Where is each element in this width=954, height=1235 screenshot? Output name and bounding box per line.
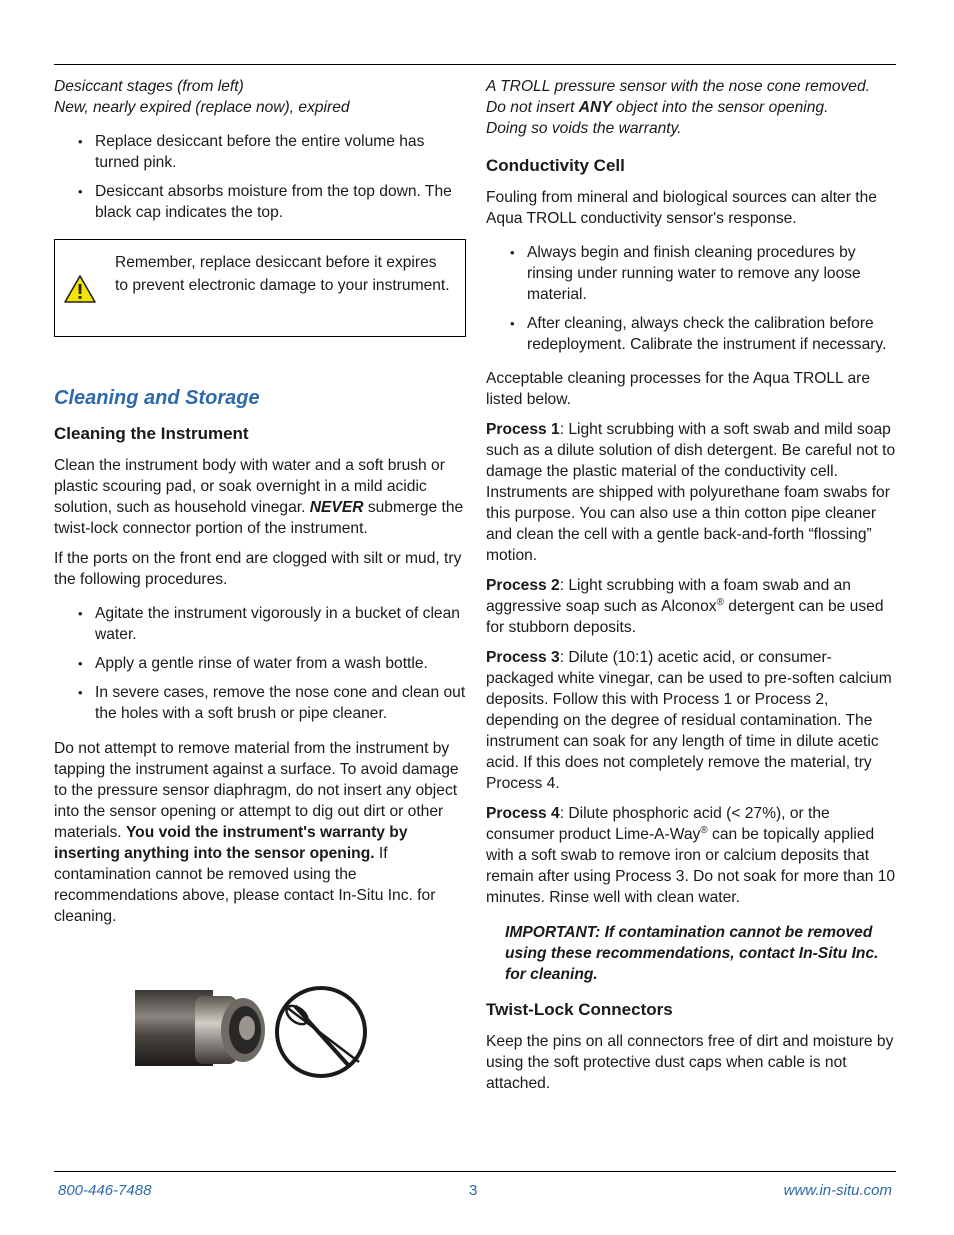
process-3: Process 3: Dilute (10:1) acetic acid, or consumer-packaged white vinegar, can be used to pre-soften calcium deposits. Follow this with Process 1 or Process 2, depending on the degree of residual contamination. The instrument can soak for any length of time in dilute acetic acid. If this does not completely remove the material, try Process 4. xyxy=(486,649,892,792)
list-item: • In severe cases, remove the nose cone and clean out the holes with a soft brush or pipe cleaner. xyxy=(54,682,466,724)
desiccant-bullet-list xyxy=(54,131,466,223)
no-object-symbol xyxy=(277,988,365,1076)
list-item: • Desiccant absorbs moisture from the top down. The black cap indicates the top. xyxy=(54,181,466,223)
subsection-title: Cleaning the Instrument xyxy=(54,424,249,443)
twist-lock-paragraph: Keep the pins on all connectors free of dirt and moisture by using the soft protective dust caps when cable is not attached. xyxy=(486,1033,894,1092)
warranty-warning: You void the instrument's warranty by inserting anything into the sensor opening. xyxy=(54,824,408,862)
list-item: • Apply a gentle rinse of water from a wash bottle. xyxy=(54,653,466,674)
conductivity-heading: Conductivity Cell xyxy=(486,156,625,175)
process-1: Process 1: Light scrubbing with a soft swab and mild soap such as a dilute solution of dish detergent. Be careful not to damage the plastic material of the conductivity cell. Instruments are shipped with polyurethane foam swabs for this purpose. You can also use a thin cotton pipe cleaner and clean the cell with a gentle back-and-forth “flossing” motion. xyxy=(486,421,896,564)
cleaning-paragraph-2: If the ports on the front end are clogged with silt or mud, try the following procedures. xyxy=(54,550,462,588)
footer-phone: 800-446-7488 xyxy=(58,1182,152,1199)
list-item: • After cleaning, always check the calibration before redeployment. Calibrate the instrument if necessary. xyxy=(486,313,896,355)
fouling-paragraph: Fouling from mineral and biological sources can alter the Aqua TROLL conductivity sensor's response. xyxy=(486,189,877,227)
cleaning-paragraph-3: Do not attempt to remove material from the instrument by tapping the instrument against a surface. To avoid damage to the pressure sensor diaphragm, do not insert any object into the sensor opening or attempt to dig out dirt or other materials. You void the instrument's warranty by inserting anything into the sensor opening. If contamination cannot be removed using the recommendations above, please contact In-Situ Inc. for cleaning. xyxy=(54,740,459,925)
list-item: • Replace desiccant before the entire volume has turned pink. xyxy=(54,131,466,173)
process-4: Process 4: Dilute phosphoric acid (< 27%), or the consumer product Lime-A-Way® can be topically applied with a soft swab to remove iron or calcium deposits that remain after using Process 3. Do not soak for more than 10 minutes. Rinse well with clean water. xyxy=(486,805,896,906)
cleaning-paragraph-1: Clean the instrument body with water and a soft brush or plastic scouring pad, or soak overnight in a mild acidic solution, such as household vinegar. NEVER submerge the twist-lock connector portion of the instrument. xyxy=(54,457,464,537)
prohibition-slash xyxy=(295,1006,349,1066)
section-title: Cleaning and Storage xyxy=(54,387,260,409)
footer-rule xyxy=(54,1171,896,1172)
twist-lock-heading: Twist-Lock Connectors xyxy=(486,1000,673,1019)
never-emphasis: NEVER xyxy=(309,499,364,516)
warning-note-box xyxy=(54,239,466,337)
sensor-photo xyxy=(135,978,383,1096)
cleaning-bullet-list xyxy=(54,603,466,724)
warning-note-text: Remember, replace desiccant before it expires to prevent electronic damage to your instrument. xyxy=(115,254,450,294)
conductivity-bullet-list xyxy=(486,242,896,355)
desiccant-caption-line-1: Desiccant stages (from left) xyxy=(54,78,244,95)
desiccant-caption-line-2: New, nearly expired (replace now), expired xyxy=(54,99,350,116)
process-2: Process 2: Light scrubbing with a foam swab and an aggressive soap such as Alconox® detergent can be used for stubborn deposits. xyxy=(486,577,884,636)
footer-website[interactable]: www.in-situ.com xyxy=(783,1182,892,1199)
list-item: • Agitate the instrument vigorously in a bucket of clean water. xyxy=(54,603,466,645)
sensor-caption-line-3: Doing so voids the warranty. xyxy=(486,120,682,137)
sensor-caption-line-2: Do not insert ANY object into the sensor opening. xyxy=(486,99,829,116)
header-rule xyxy=(54,64,896,65)
list-item: • Always begin and finish cleaning procedures by rinsing under running water to remove any loose material. xyxy=(486,242,896,305)
left-column xyxy=(54,76,466,936)
page-number: 3 xyxy=(469,1182,478,1199)
right-column xyxy=(486,76,896,1103)
warning-icon xyxy=(63,274,97,304)
acceptable-paragraph: Acceptable cleaning processes for the Aqua TROLL are listed below. xyxy=(486,370,871,408)
sensor-caption-line-1: A TROLL pressure sensor with the nose cone removed. xyxy=(486,78,870,95)
important-note: IMPORTANT: If contamination cannot be removed using these recommendations, contact In-Situ Inc. for cleaning. xyxy=(505,924,879,983)
